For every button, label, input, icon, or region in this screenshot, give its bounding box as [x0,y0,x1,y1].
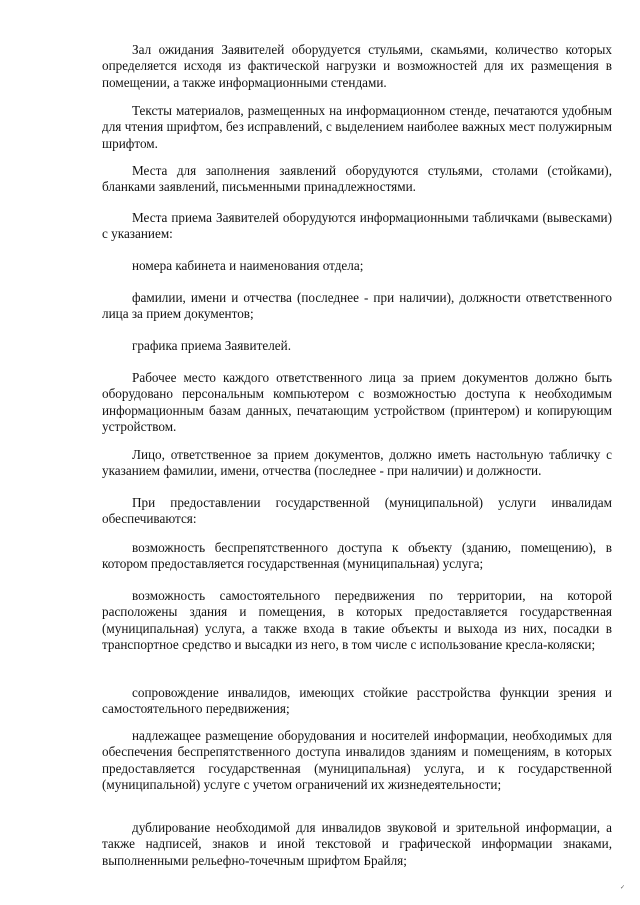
list-item-information-duplication: дублирование необходимой для инвалидов звуковой и зрительной информации, а также надписей, знаков и иной текстовой и графической информации знаками, выполненными рельефно-точечным шрифтом Брайля; [102,820,612,868]
list-item-room-number: номера кабинета и наименования отдела; [132,258,364,273]
paragraph-desk-sign: Лицо, ответственное за прием документов, должно иметь настольную табличку с указанием фамилии, имени, отчества (последнее - при наличии) и должности. [102,447,612,479]
list-item-reception-schedule: графика приема Заявителей. [132,338,291,353]
list-item-responsible-person: фамилии, имени и отчества (последнее - при наличии), должности ответственного лица за прием документов; [102,290,612,322]
paragraph-disabled-services: При предоставлении государственной (муниципальной) услуги инвалидам обеспечиваются: [102,495,612,527]
paragraph-form-filling-places: Места для заполнения заявлений оборудуются стульями, столами (стойками), бланками заявлений, письменными принадлежностями. [102,163,612,195]
paragraph-waiting-hall: Зал ожидания Заявителей оборудуется стульями, скамьями, количество которых определяется исходя из фактической нагрузки и возможностей для их размещения в помещении, а также информационными стендами. [102,42,612,90]
paragraph-reception-places: Места приема Заявителей оборудуются информационными табличками (вывесками) с указанием: [102,210,612,242]
list-item-escort: сопровождение инвалидов, имеющих стойкие расстройства функции зрения и самостоятельного передвижения; [102,685,612,717]
list-item-information-placement: надлежащее размещение оборудования и носителей информации, необходимых для обеспечения беспрепятственного доступа инвалидов зданиям и помещениям, в которых предоставляется государственная (муниципальная) услуга, и к государственной (муниципальной) услуге с учетом ограничений их жизнедеятельности; [102,728,612,793]
paragraph-workplace-equipment: Рабочее место каждого ответственного лица за прием документов должно быть оборудовано персональным компьютером с возможностью доступа к необходимым информационным базам данных, печатающим устройством (принтером) и копирующим устройством. [102,370,612,435]
list-item-unobstructed-access: возможность беспрепятственного доступа к объекту (зданию, помещению), в котором предоставляется государственная (муниципальная) услуга; [102,540,612,572]
list-item-independent-movement: возможность самостоятельного передвижения по территории, на которой расположены здания и помещения, в которых предоставляется государственная (муниципальная) услуга, а также входа в такие объекты и выхода из них, посадки в транспортное средство и высадки из него, в том числе с использование кресла-коляски; [102,588,612,653]
paragraph-stand-texts: Тексты материалов, размещенных на информационном стенде, печатаются удобным для чтения шрифтом, без исправлений, с выделением наиболее важных мест полужирным шрифтом. [102,103,612,151]
scan-corner-mark: ✓ [620,885,626,891]
